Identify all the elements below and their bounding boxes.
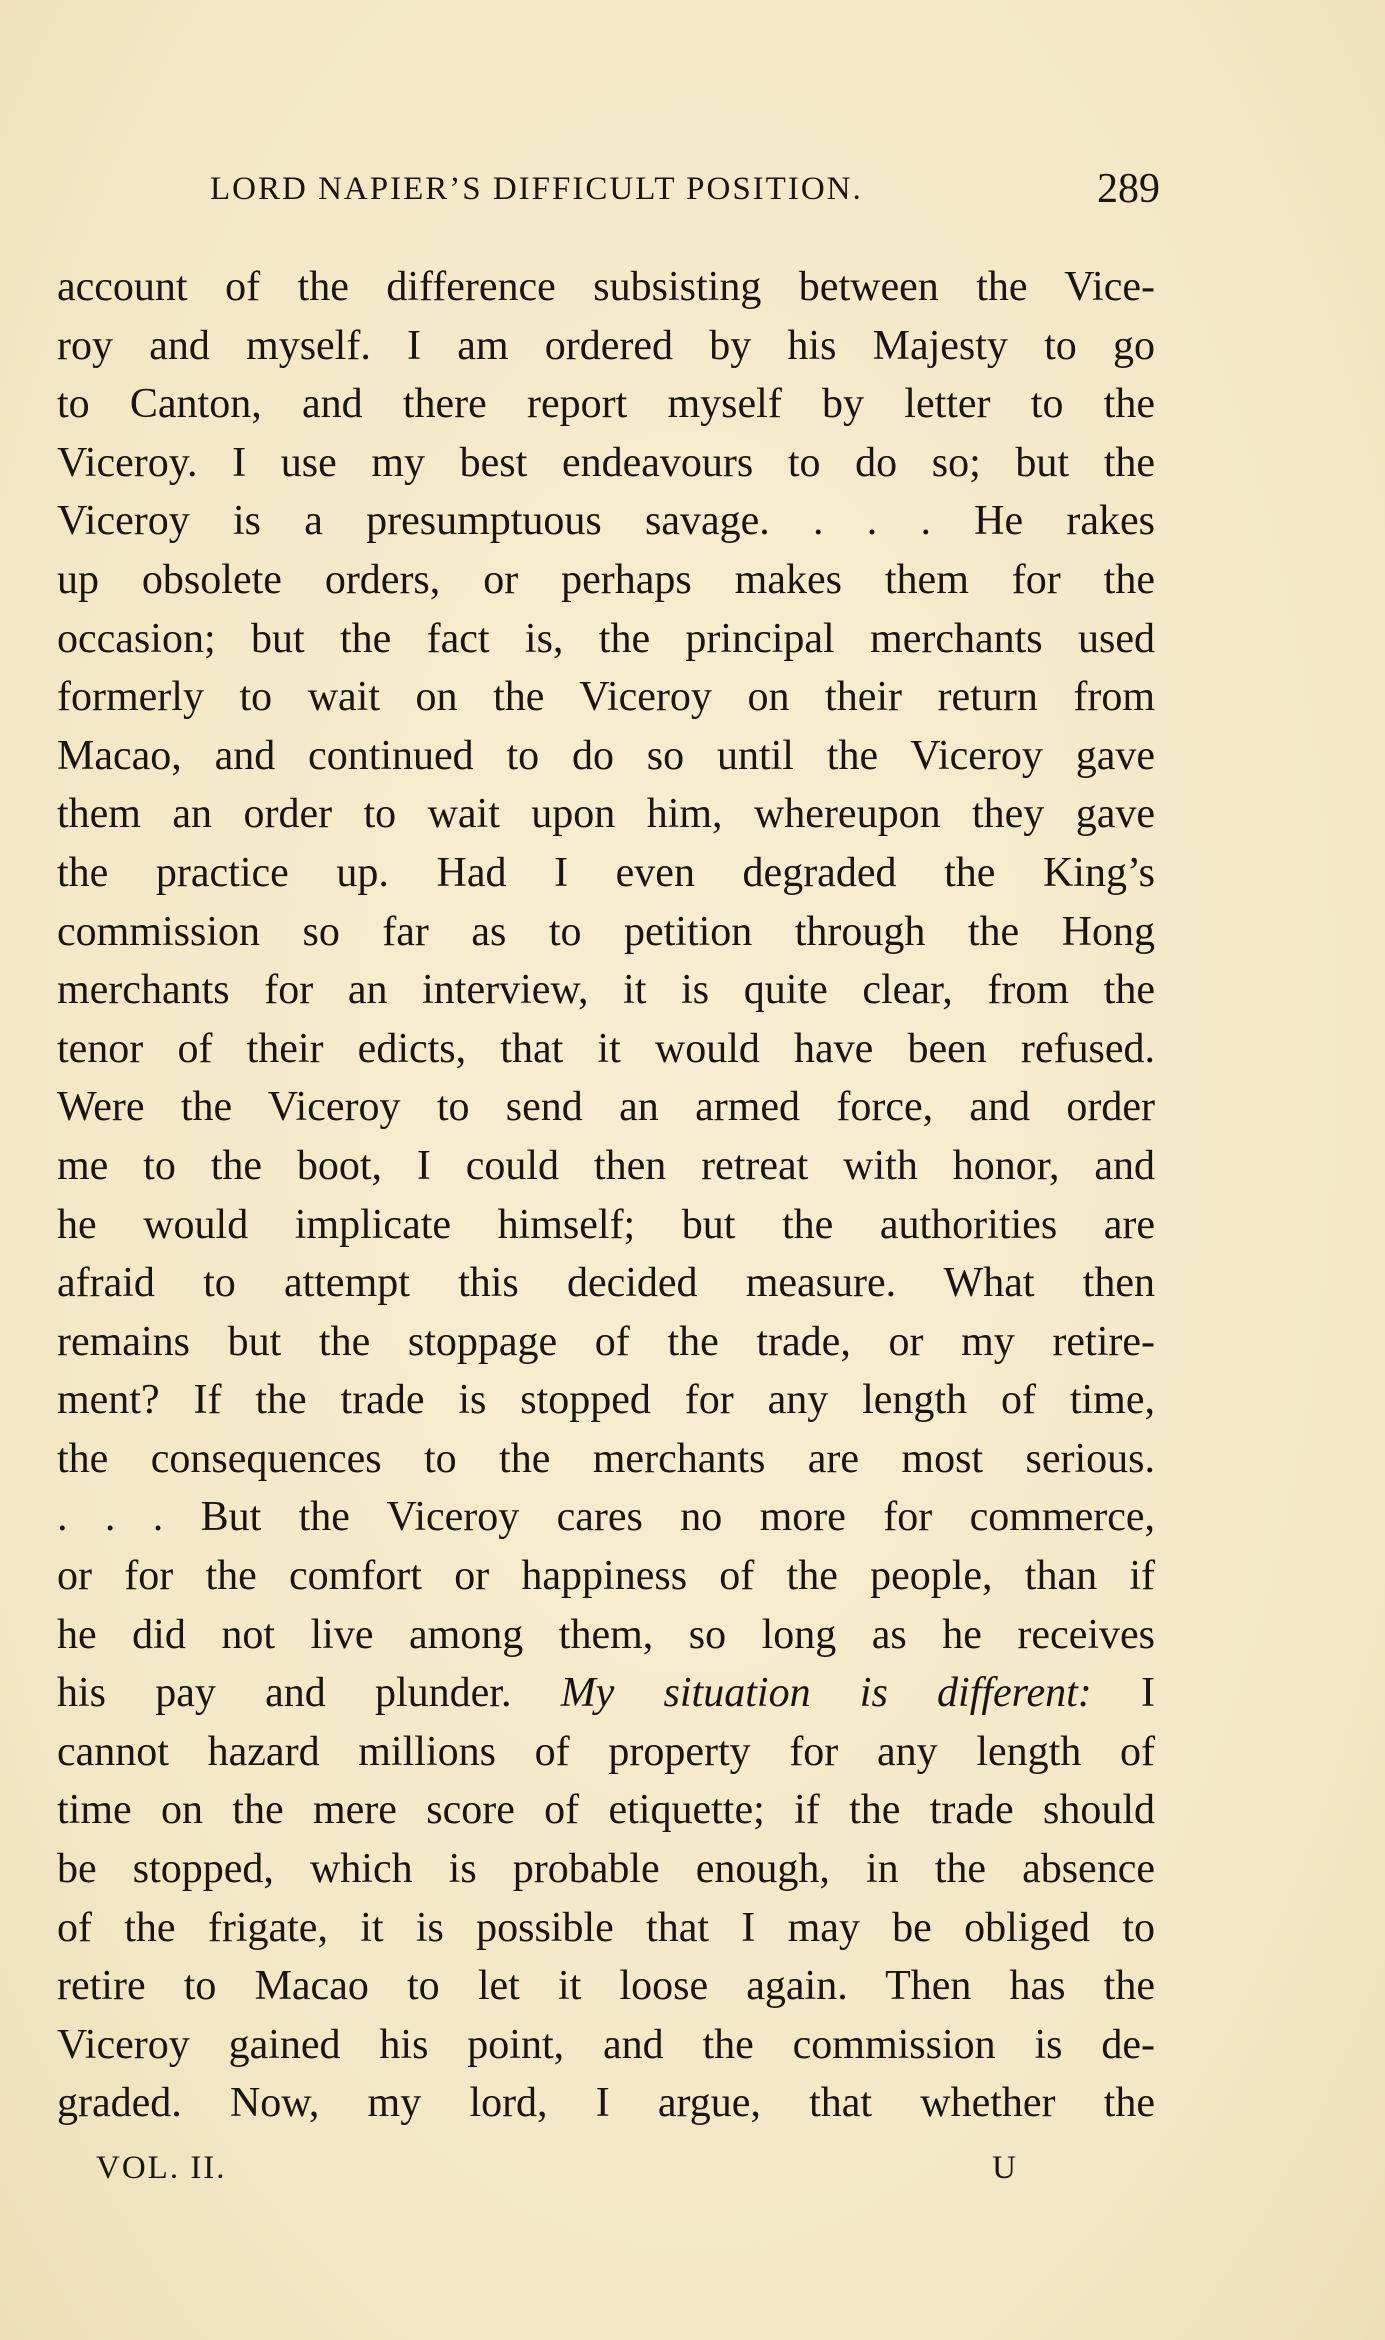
text-line: the practice up. Had I even degraded the King’s — [57, 849, 1155, 896]
text-line: cannot hazard millions of property for any length of — [57, 1728, 1155, 1775]
text-line: he did not live among them, so long as he receives — [57, 1611, 1155, 1658]
running-title: LORD NAPIER’S DIFFICULT POSITION. — [210, 171, 863, 207]
text-line: graded. Now, my lord, I argue, that whether the — [57, 2080, 1155, 2127]
running-head — [210, 165, 1160, 215]
text-line: afraid to attempt this decided measure. What then — [57, 1260, 1155, 1307]
text-line: Viceroy. I use my best endeavours to do so; but the — [57, 439, 1155, 486]
text-line: merchants for an interview, it is quite clear, from the — [57, 967, 1155, 1014]
text-line: tenor of their edicts, that it would have been refused. — [57, 1025, 1155, 1072]
text-line: up obsolete orders, or perhaps makes them for the — [57, 556, 1155, 603]
volume-label: VOL. II. — [96, 2150, 227, 2186]
text-line: account of the difference subsisting between the Vice- — [57, 264, 1155, 310]
text-line: time on the mere score of etiquette; if the trade should — [57, 1787, 1155, 1834]
text-line: Viceroy is a presumptuous savage. . . . He rakes — [57, 498, 1155, 545]
italic-phrase: My situation is different: — [560, 1670, 1092, 1717]
text-line: . . . But the Viceroy cares no more for commerce, — [57, 1494, 1155, 1541]
footer — [96, 2150, 1016, 2200]
text-line: retire to Macao to let it loose again. Then has the — [57, 1963, 1155, 2010]
text-line: or for the comfort or happiness of the people, than if — [57, 1553, 1155, 1600]
text-line: of the frigate, it is possible that I may be obliged to — [57, 1904, 1155, 1951]
text-span: his pay and plunder. — [57, 1670, 561, 1717]
text-line: them an order to wait upon him, whereupon they gave — [57, 791, 1155, 838]
text-line: the consequences to the merchants are most serious. — [57, 1435, 1155, 1482]
text-line: Were the Viceroy to send an armed force, and order — [57, 1084, 1155, 1131]
text-span: I — [1091, 1670, 1155, 1717]
text-line: formerly to wait on the Viceroy on their return from — [57, 674, 1155, 721]
text-line: to Canton, and there report myself by letter to the — [57, 381, 1155, 428]
text-line: Viceroy gained his point, and the commission is de- — [57, 2021, 1155, 2068]
text-line: he would implicate himself; but the authorities are — [57, 1201, 1155, 1248]
text-line: Macao, and continued to do so until the Viceroy gave — [57, 732, 1155, 779]
text-line: commission so far as to petition through the Hong — [57, 908, 1155, 955]
text-line: remains but the stoppage of the trade, or my retire- — [57, 1318, 1155, 1365]
text-line: ment? If the trade is stopped for any length of time, — [57, 1377, 1155, 1424]
text-line: roy and myself. I am ordered by his Majesty to go — [57, 322, 1155, 369]
text-line: occasion; but the fact is, the principal merchants used — [57, 615, 1155, 662]
page-number: 289 — [1097, 166, 1160, 212]
body-text — [57, 258, 1155, 2133]
text-line: me to the boot, I could then retreat with honor, and — [57, 1142, 1155, 1189]
text-line: be stopped, which is probable enough, in the absence — [57, 1846, 1155, 1893]
signature-mark: U — [992, 2150, 1016, 2186]
text-line-with-italic — [57, 1664, 1155, 1723]
